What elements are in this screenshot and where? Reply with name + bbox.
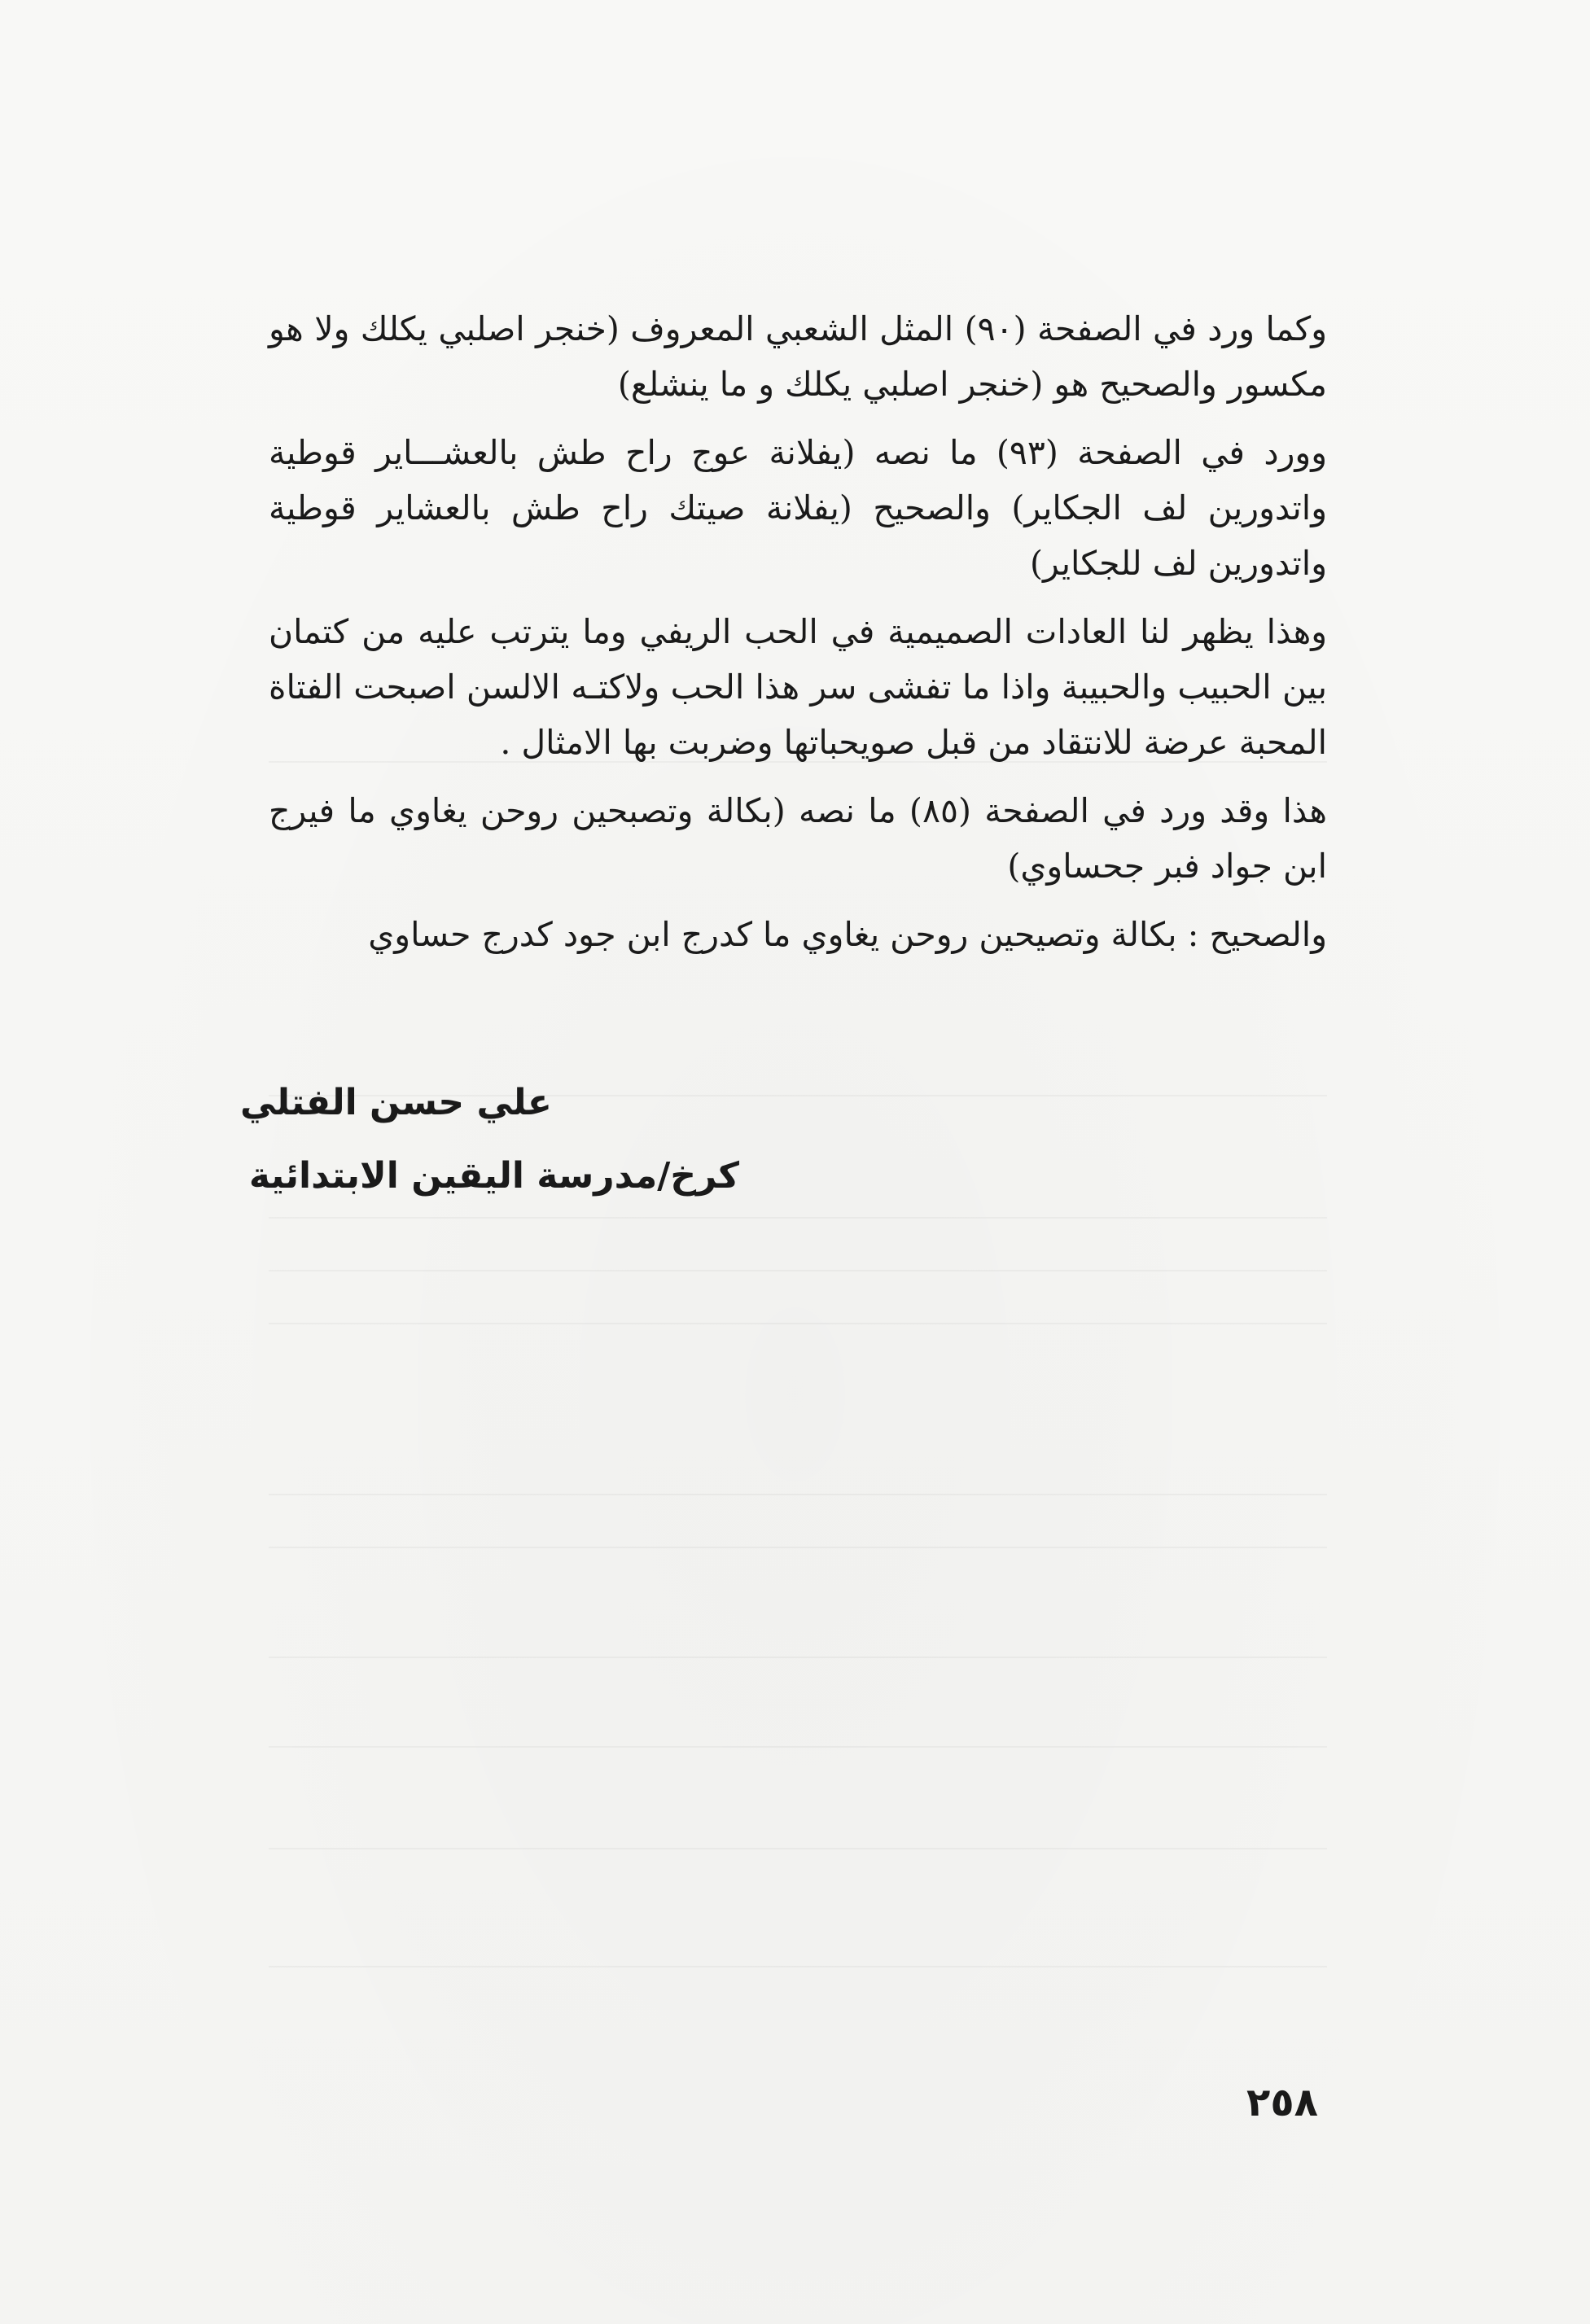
author-school: كرخ/مدرسة اليقين الابتدائية <box>248 1155 739 1197</box>
bleed-through-line <box>269 1746 1327 1748</box>
bleed-through-line <box>269 1270 1327 1271</box>
bleed-through-line <box>269 1848 1327 1849</box>
bleed-through-line <box>269 1494 1327 1495</box>
body-text <box>269 301 1327 975</box>
bleed-through-line <box>269 1966 1327 1967</box>
paragraph: هذا وقد ورد في الصفحة (٨٥) ما نصه (بكالة وتصبحين روحن يغاوي ما فيرج ابن جواد فبر جحساوي) <box>269 791 1327 886</box>
paragraph: والصحيح : بكالة وتصيحين روحن يغاوي ما كدرج ابن جود كدرج حساوي <box>368 915 1327 954</box>
page-number: ٢٥٨ <box>1246 2080 1318 2125</box>
bleed-through-line <box>269 1547 1327 1548</box>
bleed-through-line <box>269 1657 1327 1658</box>
author-name: علي حسن الفتلي <box>240 1082 552 1123</box>
paragraph: وورد في الصفحة (٩٣) ما نصه (يفلانة عوج راح طش بالعشـــاير قوطية واتدورين لف الجكاير) والصحيح (يفلانة صيتك راح طش بالعشاير قوطية واتدورين لف للجكاير) <box>269 433 1327 583</box>
paragraph: وهذا يظهر لنا العادات الصميمية في الحب الريفي وما يترتب عليه من كتمان بين الحبيب والحبيبة واذا ما تفشى سر هذا الحب ولاكتـه الالسن اصبحت الفتاة المحبة عرضة للانتقاد من قبل صويحباتها وضربت بها الامثال . <box>269 612 1327 762</box>
bleed-through-line <box>269 1217 1327 1219</box>
paragraph: وكما ورد في الصفحة (٩٠) المثل الشعبي المعروف (خنجر اصلبي يكلك ولا هو مكسور والصحيح هو (خنجر اصلبي يكلك و ما ينشلع) <box>269 309 1327 404</box>
bleed-through-line <box>269 1323 1327 1324</box>
